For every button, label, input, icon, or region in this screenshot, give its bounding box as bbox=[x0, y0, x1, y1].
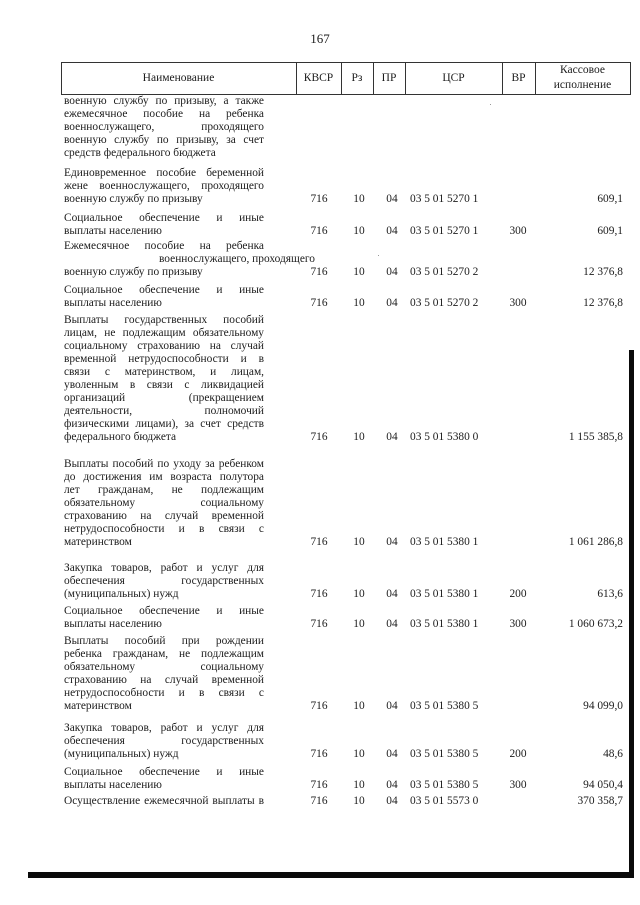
cell-kvsr: 716 bbox=[310, 700, 328, 712]
row-name-line: Осуществление ежемесячной выплаты в bbox=[64, 795, 264, 807]
row-name-line: до достижения им возраста полутора bbox=[64, 471, 264, 483]
cell-vr: 300 bbox=[509, 779, 527, 791]
header-rz: Рз bbox=[351, 71, 363, 84]
cell-csr: 03 5 01 5380 1 bbox=[410, 618, 479, 630]
cell-vr: 300 bbox=[509, 618, 527, 630]
scan-speck bbox=[490, 104, 491, 105]
header-amount-line2: исполнение bbox=[553, 79, 612, 91]
cell-csr: 03 5 01 5573 0 bbox=[410, 795, 479, 807]
budget-table bbox=[61, 62, 631, 840]
cell-rz: 10 bbox=[353, 225, 365, 237]
table-row bbox=[61, 458, 631, 549]
cell-csr: 03 5 01 5380 1 bbox=[410, 588, 479, 600]
table-row bbox=[61, 562, 631, 601]
cell-rz: 10 bbox=[353, 266, 365, 278]
row-name-line: ребенка гражданам, не подлежащим bbox=[64, 648, 264, 660]
header-vr: ВР bbox=[511, 71, 526, 84]
table-row bbox=[61, 314, 631, 445]
row-name-line: обеспечения государственных bbox=[64, 575, 264, 587]
cell-pr: 04 bbox=[386, 618, 398, 630]
row-name-line: Выплаты пособий при рождении bbox=[64, 635, 264, 647]
row-name-line: Выплаты государственных пособий bbox=[64, 314, 264, 326]
scan-speck bbox=[378, 255, 379, 256]
cell-csr: 03 5 01 5380 0 bbox=[410, 431, 479, 443]
row-name-line: деятельности, полномочий bbox=[64, 405, 264, 417]
row-name-line: Социальное обеспечение и иные bbox=[64, 605, 264, 617]
cell-kvsr: 716 bbox=[310, 266, 328, 278]
cell-vr: 200 bbox=[509, 588, 527, 600]
cell-rz: 10 bbox=[353, 795, 365, 807]
row-name-line: нетрудоспособности и в связи с bbox=[64, 523, 264, 535]
table-row bbox=[61, 212, 631, 238]
cell-kvsr: 716 bbox=[310, 297, 328, 309]
cell-rz: 10 bbox=[353, 431, 365, 443]
cell-amount: 609,1 bbox=[597, 193, 623, 205]
header-csr: ЦСР bbox=[442, 71, 465, 84]
cell-kvsr: 716 bbox=[310, 779, 328, 791]
header-amount-line1: Кассовое bbox=[560, 64, 605, 76]
cell-amount: 94 099,0 bbox=[583, 700, 623, 712]
row-name-line: материнством bbox=[64, 536, 132, 548]
cell-rz: 10 bbox=[353, 588, 365, 600]
row-name-line: Единовременное пособие беременной bbox=[64, 167, 264, 179]
cell-amount: 48,6 bbox=[603, 748, 623, 760]
cell-amount: 609,1 bbox=[597, 225, 623, 237]
row-name-line: выплаты населению bbox=[64, 618, 162, 630]
cell-rz: 10 bbox=[353, 193, 365, 205]
row-name-line: Закупка товаров, работ и услуг для bbox=[64, 562, 264, 574]
row-name-line: выплаты населению bbox=[64, 779, 162, 791]
cell-amount: 12 376,8 bbox=[583, 297, 623, 309]
cell-amount: 12 376,8 bbox=[583, 266, 623, 278]
row-name-line: выплаты населению bbox=[64, 225, 162, 237]
table-row bbox=[61, 284, 631, 310]
row-name-line: военную службу по призыву bbox=[64, 193, 203, 205]
header-divider bbox=[630, 62, 631, 94]
cell-vr: 200 bbox=[509, 748, 527, 760]
cell-csr: 03 5 01 5380 5 bbox=[410, 779, 479, 791]
row-name-line: ежемесячное пособие на ребенка bbox=[64, 108, 264, 120]
cell-kvsr: 716 bbox=[310, 748, 328, 760]
row-name-line: (муниципальных) нужд bbox=[64, 748, 179, 760]
row-name-line: уволенным в связи с ликвидацией bbox=[64, 379, 264, 391]
cell-kvsr: 716 bbox=[310, 431, 328, 443]
cell-amount: 370 358,7 bbox=[577, 795, 623, 807]
table-row bbox=[61, 167, 631, 206]
row-name-line: военнослужащего, проходящего bbox=[159, 253, 315, 265]
cell-pr: 04 bbox=[386, 795, 398, 807]
page-number: 167 bbox=[310, 31, 330, 46]
cell-kvsr: 716 bbox=[310, 618, 328, 630]
cell-pr: 04 bbox=[386, 536, 398, 548]
table-row bbox=[61, 766, 631, 792]
row-name-line: военнослужащего, проходящего bbox=[64, 121, 264, 133]
cell-amount: 1 061 286,8 bbox=[568, 536, 623, 548]
scan-edge-bottom bbox=[28, 872, 634, 878]
row-name-line: обязательному социальному bbox=[64, 497, 264, 509]
table-row bbox=[61, 722, 631, 761]
cell-rz: 10 bbox=[353, 297, 365, 309]
cell-kvsr: 716 bbox=[310, 588, 328, 600]
table-row bbox=[61, 605, 631, 631]
row-name-line: обеспечения государственных bbox=[64, 735, 264, 747]
cell-pr: 04 bbox=[386, 779, 398, 791]
row-name-line: Социальное обеспечение и иные bbox=[64, 212, 264, 224]
row-name-line: Выплаты пособий по уходу за ребенком bbox=[64, 458, 264, 470]
header-amount bbox=[535, 62, 630, 94]
row-name-line: Социальное обеспечение и иные bbox=[64, 766, 264, 778]
header-name: Наименование bbox=[142, 71, 215, 84]
row-name-line: военную службу по призыву, за счет bbox=[64, 134, 264, 146]
cell-pr: 04 bbox=[386, 193, 398, 205]
cell-pr: 04 bbox=[386, 700, 398, 712]
scan-edge-right bbox=[629, 350, 634, 878]
row-name-line: организаций (прекращением bbox=[64, 392, 264, 404]
cell-csr: 03 5 01 5380 1 bbox=[410, 536, 479, 548]
cell-csr: 03 5 01 5270 1 bbox=[410, 225, 479, 237]
row-name-line: выплаты населению bbox=[64, 297, 162, 309]
row-name-line: материнством bbox=[64, 700, 132, 712]
table-row bbox=[61, 240, 631, 279]
table-row bbox=[61, 795, 631, 808]
cell-kvsr: 716 bbox=[310, 193, 328, 205]
row-name-line: федерального бюджета bbox=[64, 431, 177, 443]
row-name-line: страхованию на случай временной bbox=[64, 510, 264, 522]
row-name-line: обязательному социальному bbox=[64, 661, 264, 673]
cell-kvsr: 716 bbox=[310, 536, 328, 548]
cell-amount: 1 060 673,2 bbox=[568, 618, 623, 630]
row-name-line: Ежемесячное пособие на ребенка bbox=[64, 240, 264, 252]
cell-amount: 1 155 385,8 bbox=[568, 431, 623, 443]
cell-kvsr: 716 bbox=[310, 225, 328, 237]
table-row bbox=[61, 95, 631, 160]
cell-pr: 04 bbox=[386, 431, 398, 443]
cell-csr: 03 5 01 5270 2 bbox=[410, 297, 479, 309]
row-name-line: социальному страхованию на случай bbox=[64, 340, 264, 352]
cell-pr: 04 bbox=[386, 266, 398, 278]
cell-rz: 10 bbox=[353, 618, 365, 630]
row-name-line: страхованию на случай временной bbox=[64, 674, 264, 686]
cell-rz: 10 bbox=[353, 779, 365, 791]
cell-csr: 03 5 01 5270 1 bbox=[410, 193, 479, 205]
row-name-line: Закупка товаров, работ и услуг для bbox=[64, 722, 264, 734]
cell-amount: 613,6 bbox=[597, 588, 623, 600]
row-name-line: лицам, не подлежащим обязательному bbox=[64, 327, 264, 339]
cell-pr: 04 bbox=[386, 748, 398, 760]
row-name-line: лет гражданам, не подлежащим bbox=[64, 484, 264, 496]
cell-vr: 300 bbox=[509, 297, 527, 309]
cell-csr: 03 5 01 5270 2 bbox=[410, 266, 479, 278]
row-name-line: нетрудоспособности и в связи с bbox=[64, 687, 264, 699]
cell-pr: 04 bbox=[386, 297, 398, 309]
row-name-line: жене военнослужащего, проходящего bbox=[64, 180, 264, 192]
header-pr: ПР bbox=[381, 71, 397, 84]
table-row bbox=[61, 635, 631, 713]
row-name-line: связи с материнством, и лицам, bbox=[64, 366, 264, 378]
row-name-line: средств федерального бюджета bbox=[64, 147, 216, 159]
row-name-line: военную службу по призыву, а также bbox=[64, 95, 264, 107]
cell-amount: 94 050,4 bbox=[583, 779, 623, 791]
cell-rz: 10 bbox=[353, 536, 365, 548]
cell-pr: 04 bbox=[386, 225, 398, 237]
cell-rz: 10 bbox=[353, 700, 365, 712]
row-name-line: физическими лицами), за счет средств bbox=[64, 418, 264, 430]
cell-vr: 300 bbox=[509, 225, 527, 237]
cell-csr: 03 5 01 5380 5 bbox=[410, 748, 479, 760]
cell-kvsr: 716 bbox=[310, 795, 328, 807]
row-name-line: (муниципальных) нужд bbox=[64, 588, 179, 600]
header-kvsr: КВСР bbox=[303, 71, 334, 84]
cell-csr: 03 5 01 5380 5 bbox=[410, 700, 479, 712]
row-name-line: временной нетрудоспособности и в bbox=[64, 353, 264, 365]
cell-pr: 04 bbox=[386, 588, 398, 600]
row-name-line: военную службу по призыву bbox=[64, 266, 203, 278]
cell-rz: 10 bbox=[353, 748, 365, 760]
row-name-line: Социальное обеспечение и иные bbox=[64, 284, 264, 296]
